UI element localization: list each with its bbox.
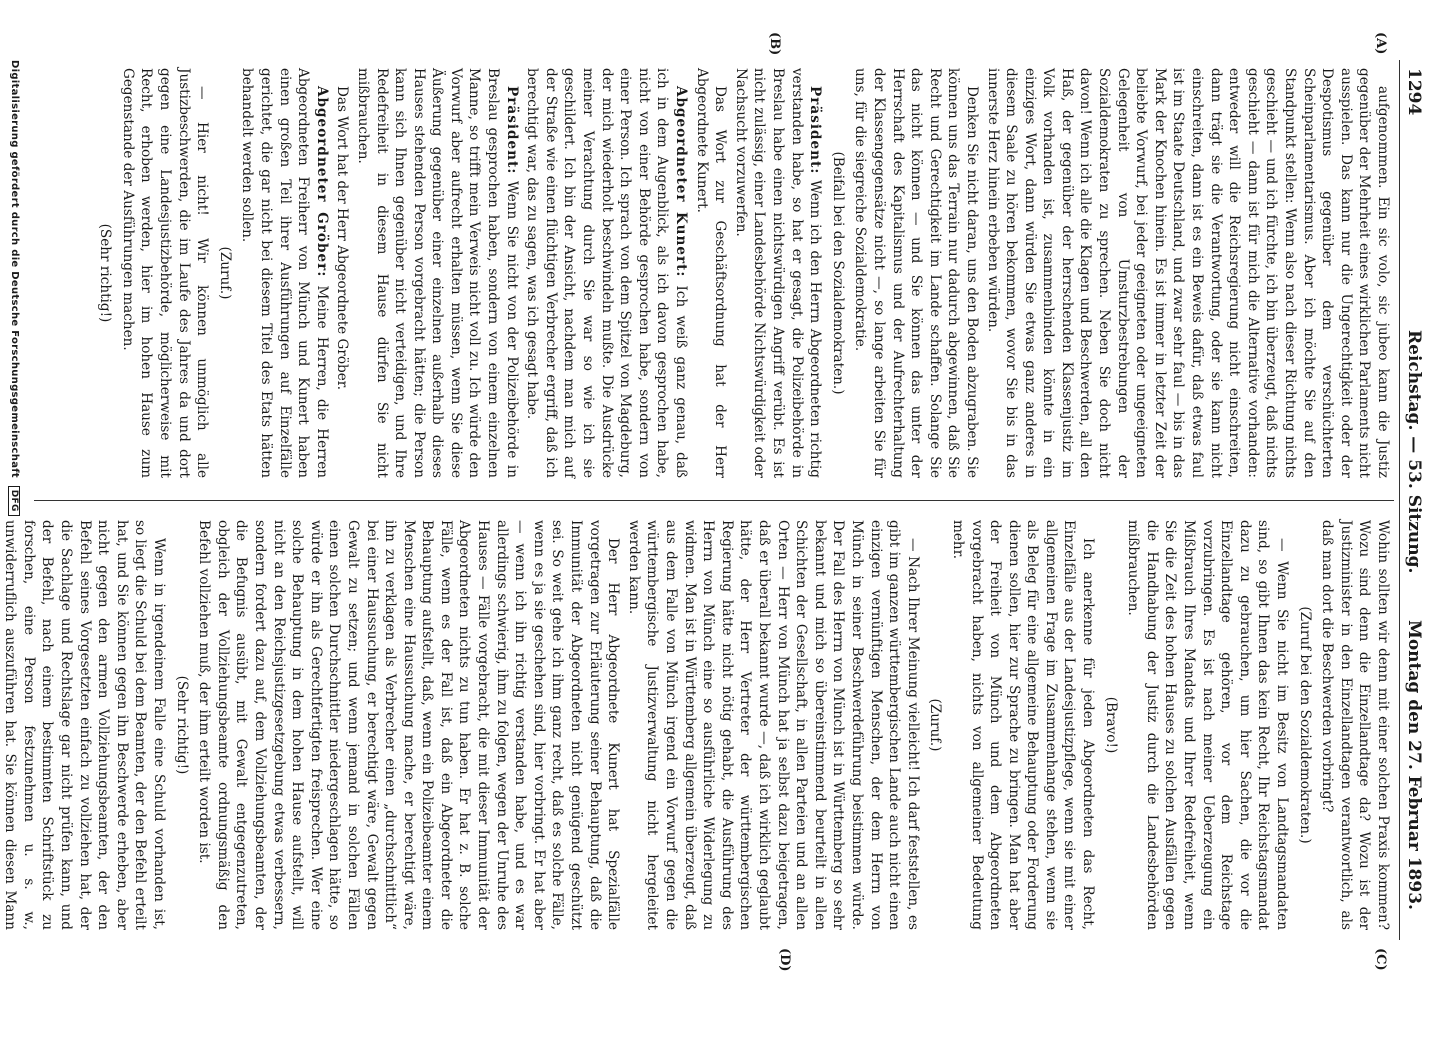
interjection: (Zuruf.)	[216, 246, 233, 300]
speech-text: Meine Herren, die Herren Abgeordneten Freiherr von Münch und Kunert haben einen großen Teil ihrer Ausführungen auf Einzelfälle gerichtet, die gar nicht bei diesem Titel des Etats hätten behandelt werden sollen.	[239, 68, 330, 479]
speaker-paragraph	[523, 68, 690, 478]
left-column	[32, 68, 1392, 478]
paragraph: Der Herr Abgeordnete Kunert hat Spezialfälle vorgetragen zur Erläuterung seiner Behauptung, daß die Immunität der Abgeordneten nicht genügend geschützt sei. So weit gehe ich ihm ganz recht, daß es solche Fälle, wenn es ja sie geschehen sind, hier vorbringt. Er hat aber — wenn ich ihn richtig verstanden habe, und es war allerdings schwierig, ihm zu folgen, wegen der Unruhe des Hauses — Fälle vorgebracht, die mit dieser Immunität der Abgeordneten nichts zu tun haben. Er hat z. B. solche Fälle, wenn es der Fall ist, daß ein Abgeordneter die Behauptung aufstellt, daß, wenn ein Polizeibeamter einem Menschen eine Haussuchung mache, er berechtigt wäre, ihn zu verklagen als Verbrecher einen „durchschnittlich“ bei einer Haussuchung, er berechtigt wäre, Gewalt gegen Gewalt zu setzen; und wenn jemand in solchen Fällen einen solchen Durchschnittler niedergeschlagen hätte, so würde er ihn als Gerechtfertigten freisprechen. Wer eine solche Behauptung in dem hohen Hause aufstellt, will nicht an den Reichsjustizgesetzgebung etwas verbessern, sondern fordert dazu auf, dem Vollziehungsbeamten, der die Befugnis ausübt, mit Gewalt entgegenzutreten, obgleich der Vollziehungsbeamte ordnungsmäßig den Befehl vollziehen muß, der ihm erteilt worden ist.	[196, 520, 622, 930]
speech-text: Wenn Sie nicht von der Polizeibehörde in Breslau gesprochen haben, sondern von einem einzelnen Manne, so trifft mein Verweis nicht voll zu. Ich würde den Vorwurf aber aufrecht erhalten müssen, wenn Sie diese Äußerung gegenüber einer einzelnen außerhalb dieses Hauses stehenden Person vorgebracht hätten; die Person kann sich Ihnen gegenüber nicht verteidigen, und Ihre Redefreiheit in diesem Hause dürfen Sie nicht mißbrauchen.	[354, 68, 520, 478]
interjection: (Sehr richtig!)	[97, 223, 114, 323]
credit-text: Digitalisierung gefördert durch die Deutsche Forschungsgemeinschaft	[9, 60, 20, 478]
speaker-paragraph	[353, 68, 520, 478]
paragraph: Das Wort zur Geschäftsordnung hat der Herr Abgeordnete Kunert.	[693, 68, 729, 478]
margin-marker-b: (B)	[767, 32, 782, 56]
speaker-paragraph	[238, 68, 331, 478]
paragraph: aufgenommen. Ein sic volo, sic jubeo kann die Justiz gegenüber der Mehrheit eines wirklichen Parlaments nicht ausspielen. Das kann nur die Ungerechtigkeit oder der Despotismus gegenüber dem verschüchterten Scheinparlamentarismus. Aber ich möchte Sie auf den Standpunkt stellen: Wenn also nach dieser Richtung nichts geschieht — und ich fürchte, ich bin überzeugt, daß nichts geschieht — dann ist für mich die Alternative vorhanden: entweder will die Reichsregierung nicht einschreiten, dann trägt sie die Verantwortung, oder sie kann nicht einschreiten, dann ist es ein Beweis dafür, daß etwas faul ist im Staate Deutschland, und zwar sehr faul — bis in das Mark der Knochen hinein. Es ist immer in letzter Zeit der beliebte Vorwurf, bei jeder geeigneten oder ungeeigneten Gelegenheit von Umsturzbestrebungen der Sozialdemokraten zu sprechen. Neben Sie doch nicht davon! Wenn ich alle die Klagen und Beschwerden, all den Haß, der gegenüber der herrschenden Klassenjustiz im Volk vorhanden ist, zusammenbinden könnte in ein einziges Wort, dann würden Sie etwas ganz anderes in diesem Saale zu hören bekommen, wovor Sie bis in das innerste Herz hinein erbeben würden.	[984, 68, 1391, 478]
paragraph: Das Wort hat der Herr Abgeordnete Gröber.	[334, 86, 351, 391]
header-rule	[1399, 60, 1400, 940]
dfg-logo: DFG	[8, 486, 20, 516]
paragraph: — Hier nicht! Wir können unmöglich alle Justizbeschwerden, die im Laufe des Jahres da und dort gegen eine Landesjustizbehörde, möglicherweise mit Recht, erhoben werden, hier im hohen Hause zum Gegenstande der Ausführungen machen.	[119, 68, 211, 478]
page-header	[1398, 60, 1424, 940]
page-number: 1294	[1404, 68, 1424, 116]
margin-marker-c: (C)	[1373, 948, 1388, 971]
paragraph: Wenn in irgendeinem Falle eine Schuld vorhanden ist, so liegt die Schuld bei dem Beamten, der den Befehl erteilt hat, und Sie können gegen ihn Beschwerde erheben, aber nicht gegen den armen Vollziehungsbeamten, der den Befehl seines Vorgesetzten einfach zu vollziehen hat, der die Sachlage und Rechtslage gar nicht prüfen kann, und der Befehl, nach einem bestimmten Schriftstück zu forschen, eine Person festzunehmen u. s. w., unwiderruflich auszuführen hat. Sie können diesen Mann	[2, 520, 167, 930]
interjection: (Bravo!)	[1102, 696, 1119, 754]
page-date: Montag den 27. Februar 1893.	[1404, 620, 1424, 910]
paragraph: Ich anerkenne für jeden Abgeordneten das Recht, Einzelfälle aus der Landesjustizpflege, wenn sie mit einer allgemeinen Frage im Zusammenhange stehen, wenn sie als Beleg für eine allgemeine Behauptung oder Forderung dienen sollen, hier zur Sprache zu bringen. Man hat aber der Freiheit von Münch und dem Abgeordneten vorgebracht haben, nichts von allgemeiner Bedeutung mehr.	[949, 520, 1097, 930]
interjection: (Sehr richtig!)	[173, 675, 190, 775]
speaker-name: Präsident:	[807, 86, 824, 175]
speech-text: Ich weiß ganz genau, daß ich in dem Augenblick, als ich davon gesprochen habe, nicht von einer Behörde gesprochen habe, sondern von einer Person. Ich sprach von dem Spitzel von Magdeburg, der mich wiederholt beschwindeln mußte. Die Ausdrücke meiner Verachtung durch Sie war so wie ich sie geschildert. Ich bin der Ansicht, nachdem man mich auf der Straße wie einen flüchtigen Verbrecher ergriff, daß ich berechtigt war, das zu sagen, was ich gesagt habe.	[524, 68, 690, 478]
column-divider	[34, 500, 1394, 501]
interjection: (Beifall bei den Sozialdemokraten.)	[829, 151, 846, 395]
margin-marker-a: (A)	[1373, 32, 1388, 55]
speaker-paragraph	[731, 68, 824, 478]
speaker-name: Präsident:	[503, 86, 520, 175]
digitization-credit	[8, 60, 20, 1060]
right-column	[2, 520, 1392, 931]
speaker-name: Abgeordneter Kunert:	[673, 86, 690, 278]
margin-marker-d: (D)	[777, 948, 792, 972]
interjection: (Zuruf.)	[927, 698, 944, 752]
paragraph: Wohin sollten wir denn mit einer solchen Praxis kommen? Wozu sind denn die Einzellandtage da? Wozu ist der Justizminister in den Einzellandtagen verantwortlich, als daß man dort die Beschwerden vorbringt?	[1319, 520, 1391, 930]
paragraph: — Nach Ihrer Meinung vielleicht! Ich darf feststellen, es gibt im ganzen württembergischen Lande auch nicht einen einzigen vernünftigen Menschen, der dem Herrn von Münch in seiner Beschwerdeführung beistimmen würde. Der Fall des Herrn von Münch ist in Württemberg so sehr bekannt und mich so übereinstimmend beurteilt in allen Schichten der Gesellschaft, in allen Parteien und an allen Orten — Herr von Münch hat ja selbst dazu beigetragen, daß er überall bekannt wurde —, daß ich wirklich geglaubt hätte, der Herr Vertreter der württembergischen Regierung hätte nicht nötig gehabt, die Ausführung des Herrn von Münch eine so ausführliche Widerlegung zu widmen. Man ist in Württemberg allgemein überzeugt, daß aus dem Falle von Münch irgend ein Vorwurf gegen die württembergische Justizverwaltung nicht hergeleitet werden kann.	[625, 520, 921, 931]
speech-text: Wenn ich den Herrn Abgeordneten richtig verstanden habe, so hat er gesagt, die Polizeibehörde in Breslau habe einen nichtswürdigen Angriff verübt. Es ist nicht zulässig, einer Landesbehörde Nichtswürdigkeit oder Nachsucht vorzuwerfen.	[732, 68, 824, 478]
page-body	[2, 32, 1432, 972]
paragraph: — Wenn Sie nicht im Besitz von Landtagsmandaten sind, so gibt Ihnen das kein Recht, Ihr Reichstagsmandat dazu zu gebrauchen, um hier Sachen, die vor die Einzellandtage gehören, vor dem Reichstage vorzubringen. Es ist nach meiner Ueberzeugung ein Mißbrauch Ihres Mandats und Ihrer Redefreiheit, wenn Sie die Zeit des hohen Hauses zu solchen Ausfällen gegen die Handhabung der Justiz durch die Landesbehörden mißbrauchen.	[1125, 520, 1291, 930]
speaker-name: Abgeordneter Gröber:	[313, 86, 330, 278]
paragraph: Denken Sie nicht daran, uns den Boden abzugraben. Sie können uns das Terrain nur dadurch abgewinnen, daß Sie Recht und Gerechtigkeit im Lande schaffen. Solange Sie das nicht können — und Sie können das unter der Herrschaft des Kapitalismus und der Aufrechterhaltung der Klassengegensätze nicht —, so lange arbeiten Sie für uns, für die siegreiche Sozialdemokratie.	[852, 68, 980, 478]
page-title: Reichstag. — 53. Sitzung.	[1404, 330, 1424, 574]
interjection: (Zuruf bei den Sozialdemokraten.)	[1296, 606, 1313, 844]
